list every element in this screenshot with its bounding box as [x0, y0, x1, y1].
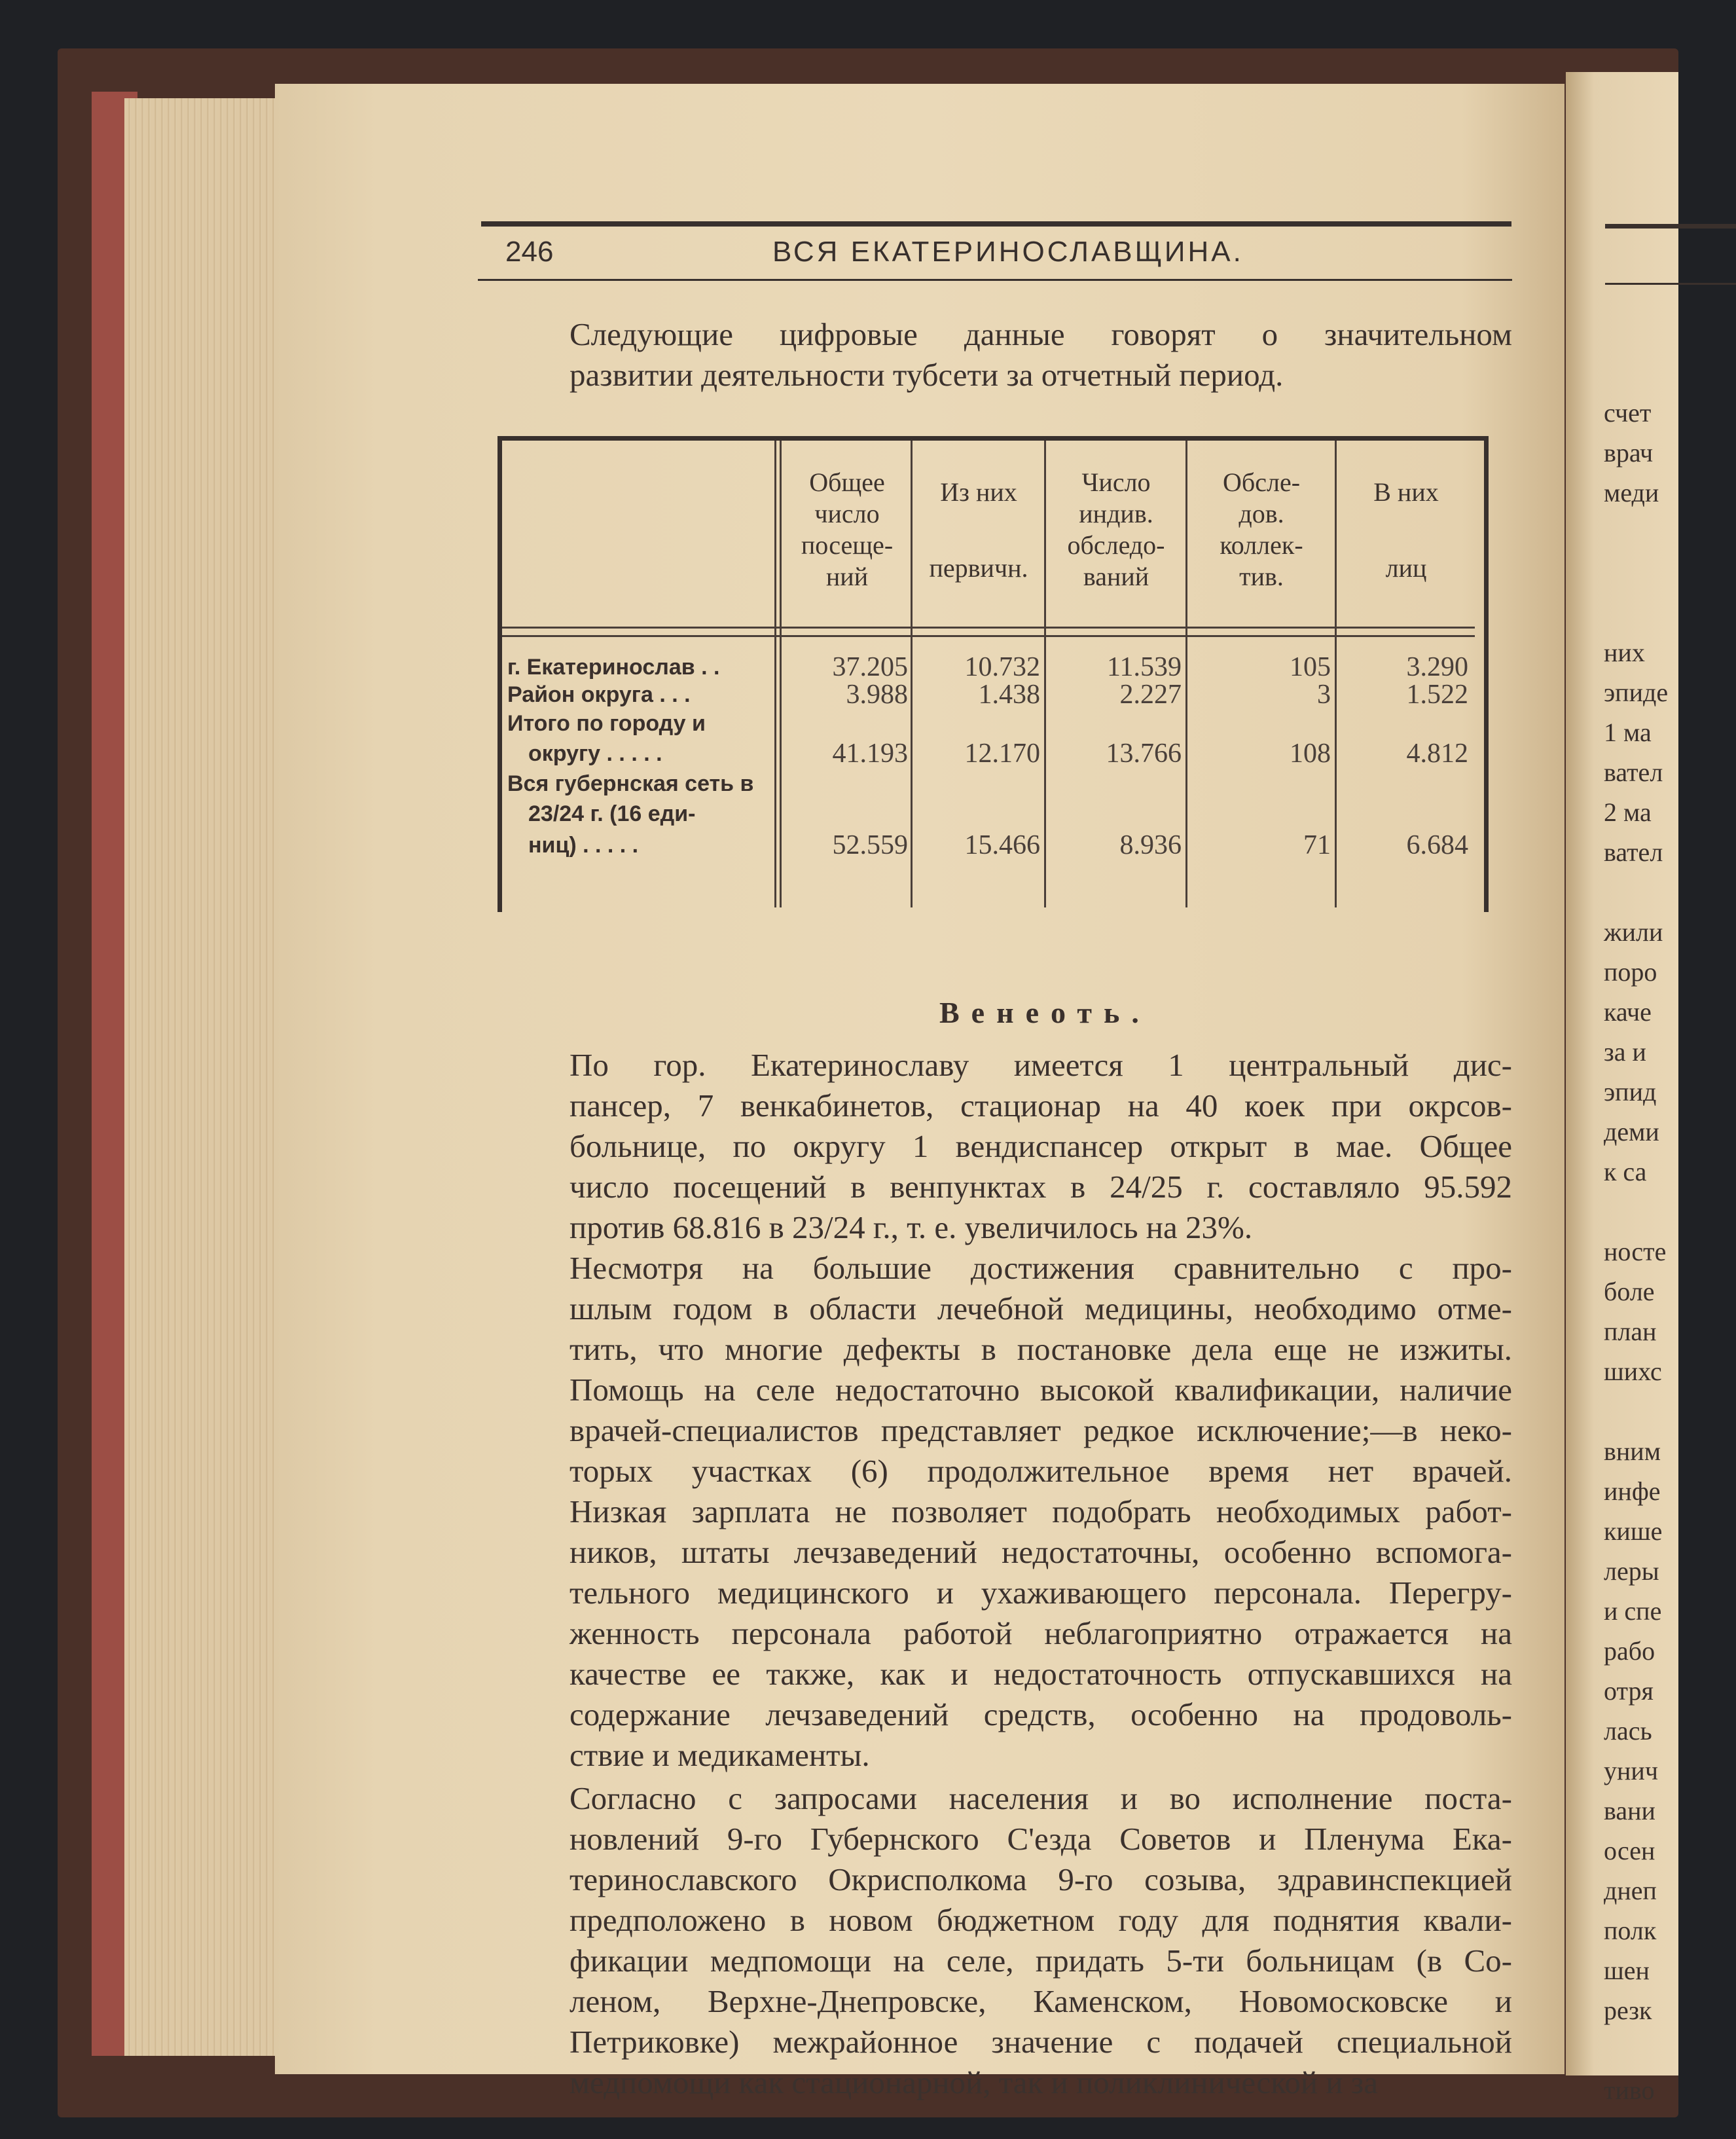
facing-page-fragment: унич [1604, 1756, 1658, 1785]
text-line: тить, что многие дефекты в постановке дела еще не изжиты. [570, 1331, 1512, 1367]
table-cell: 1.522 [1406, 680, 1468, 710]
intro-paragraph [484, 314, 1512, 395]
table-cell: 105 [1290, 652, 1331, 682]
table-cell: 11.539 [1107, 652, 1182, 682]
facing-page-fragment: шихс [1604, 1357, 1662, 1386]
row-label: Район округа . . . [507, 682, 691, 707]
table-cell: 4.812 [1406, 739, 1468, 769]
facing-page-fragment: и спе [1604, 1596, 1662, 1626]
row-label: округу . . . . . [528, 741, 662, 766]
facing-page-fragment: леры [1604, 1556, 1659, 1586]
facing-page-fragment: днеп [1604, 1876, 1657, 1905]
facing-page-fragment: носте [1604, 1237, 1667, 1266]
paragraph-venereal [484, 1045, 1512, 1248]
text-line: ствие и медикаменты. [570, 1737, 870, 1773]
table-cell: 1.438 [978, 680, 1040, 710]
facing-page-fragment [1604, 553, 1695, 593]
facing-page-fragment: 2 ма [1604, 797, 1652, 827]
table-cell: 3.988 [846, 680, 908, 710]
text-line: предположено в новом бюджетном году для поднятия квали- [570, 1902, 1512, 1938]
header-rule-bottom [478, 279, 1512, 281]
table-cell: 3 [1317, 680, 1331, 710]
table-divider [1185, 441, 1187, 907]
table-cell: 108 [1290, 739, 1331, 769]
facing-page-fragment [1604, 513, 1695, 553]
facing-page-fragment: меди [1604, 478, 1659, 507]
facing-page-fragment [1604, 2030, 1695, 2070]
page-number: 246 [505, 236, 554, 268]
facing-page-fragment: отря [1604, 1676, 1654, 1706]
statistics-table [497, 436, 1489, 912]
facing-page-text [1604, 393, 1695, 2110]
column-header: Число индив. обследо- ваний [1067, 467, 1165, 591]
facing-page-fragment: вател [1604, 758, 1663, 787]
facing-page-fragment: вател [1604, 837, 1663, 867]
text-line: качестве ее также, как и недостаточность отпускавшихся на [570, 1656, 1512, 1692]
table-divider [911, 441, 913, 907]
table-cell: 52.559 [832, 830, 908, 860]
text-line: шлым годом в области лечебной медицины, необходимо отме- [570, 1290, 1512, 1326]
table-cell: 8.936 [1119, 830, 1182, 860]
text-line: Следующие цифровые данные говорят о значительном [570, 316, 1512, 352]
facing-page-fragment: лась [1604, 1716, 1652, 1746]
text-line: врачей-специалистов представляет редкое исключение;—в неко- [570, 1412, 1512, 1448]
column-header: Из них первичн. [929, 477, 1028, 583]
running-title: ВСЯ ЕКАТЕРИНОСЛАВЩИНА. [772, 236, 1244, 268]
facing-page-fragment: деми [1604, 1117, 1659, 1146]
text-line: содержание лечзаведений средств, особенно на продоволь- [570, 1696, 1512, 1732]
text-line: теринославского Окрисполкома 9-го созыва, здравинспекцией [570, 1861, 1512, 1897]
table-cell: 2.227 [1119, 680, 1182, 710]
facing-page-fragment: 1 ма [1604, 718, 1652, 747]
book-page [275, 84, 1564, 2100]
column-header: Обсле- дов. коллек- тив. [1220, 467, 1303, 591]
text-line: больнице, по округу 1 вендиспансер открыт в мае. Общее [570, 1128, 1512, 1164]
facing-page-fragment: тиво [1604, 2075, 1655, 2105]
facing-page-fragment [1604, 593, 1695, 632]
facing-page-fragment: поро [1604, 957, 1657, 987]
table-cell: 15.466 [964, 830, 1040, 860]
facing-page [1566, 72, 1678, 2105]
facing-page-rule-thin [1605, 283, 1736, 285]
table-cell: 41.193 [832, 739, 908, 769]
text-line: развитии деятельности тубсети за отчетный период. [570, 357, 1284, 393]
text-line: медпомощи как стационарной, так и поликлинической и за [570, 2064, 1378, 2100]
text-line: Низкая зарплата не позволяет подобрать необходимых работ- [570, 1493, 1512, 1529]
paragraph-defects [484, 1248, 1512, 1776]
facing-page-fragment: вани [1604, 1796, 1655, 1825]
facing-page-fragment: них [1604, 638, 1645, 667]
facing-page-fragment: шен [1604, 1956, 1650, 1985]
table-cell: 10.732 [964, 652, 1040, 682]
facing-page-fragment: план [1604, 1317, 1657, 1346]
facing-page-fragment: за и [1604, 1037, 1646, 1067]
facing-page-fragment: инфе [1604, 1476, 1661, 1506]
row-label: 23/24 г. (16 еди- [528, 801, 696, 826]
facing-page-fragment: врач [1604, 438, 1654, 467]
facing-page-fragment [1604, 872, 1695, 912]
header-rule-top [481, 221, 1511, 227]
facing-page-fragment: счет [1604, 398, 1652, 428]
text-line: новлений 9-го Губернского С'езда Советов и Пленума Ека- [570, 1821, 1512, 1857]
column-header: Общее число посеще- ний [801, 467, 894, 591]
text-line: По гор. Екатеринославу имеется 1 центральный дис- [570, 1047, 1512, 1083]
facing-page-fragment: резк [1604, 1996, 1652, 2025]
row-label: ниц) . . . . . [528, 833, 639, 858]
table-divider [780, 441, 782, 907]
facing-page-fragment: эпид [1604, 1077, 1657, 1106]
text-line: Петриковке) межрайонное значение с подачей специальной [570, 2024, 1512, 2060]
text-line: тельного медицинского и ухаживающего персонала. Перегру- [570, 1575, 1512, 1611]
facing-page-rule [1605, 224, 1736, 229]
row-label: Итого по городу и [507, 711, 706, 736]
text-line: торых участках (6) продолжительное время нет врачей. [570, 1453, 1512, 1489]
facing-page-fragment: полк [1604, 1916, 1657, 1945]
table-cell: 37.205 [832, 652, 908, 682]
table-divider [1335, 441, 1337, 907]
text-line: леном, Верхне-Днепровске, Каменском, Новомосковске и [570, 1983, 1512, 2019]
facing-page-fragment [1604, 1391, 1695, 1431]
table-divider [1044, 441, 1046, 907]
facing-page-fragment: к са [1604, 1157, 1647, 1186]
text-line: женность персонала работой неблагоприятно отражается на [570, 1615, 1512, 1651]
text-line: ников, штаты лечзаведений недостаточны, особенно вспомога- [570, 1534, 1512, 1570]
text-line: пансер, 7 венкабинетов, стационар на 40 коек при окрсов- [570, 1088, 1512, 1124]
table-cell: 71 [1303, 830, 1331, 860]
facing-page-fragment: вним [1604, 1436, 1661, 1466]
facing-page-fragment: боле [1604, 1277, 1655, 1306]
facing-page-fragment: осен [1604, 1836, 1655, 1865]
table-header-separator [502, 627, 1475, 637]
text-line: Помощь на селе недостаточно высокой квалификации, наличие [570, 1372, 1512, 1408]
text-line: число посещений в венпунктах в 24/25 г. составляло 95.592 [570, 1169, 1512, 1205]
page-stack-edge [124, 98, 295, 2056]
text-line: Согласно с запросами населения и во исполнение поста- [570, 1780, 1512, 1816]
text-line: фикации медпомощи на селе, придать 5-ти больницам (в Со- [570, 1943, 1512, 1979]
table-cell: 13.766 [1106, 739, 1182, 769]
table-divider [774, 441, 776, 907]
paragraph-plans [484, 1778, 1512, 2103]
text-line: Несмотря на большие достижения сравнительно с про- [570, 1250, 1512, 1286]
section-title: Венеоть. [939, 996, 1151, 1029]
column-header: В них лиц [1373, 477, 1439, 583]
facing-page-fragment: эпиде [1604, 678, 1669, 707]
facing-page-fragment: жили [1604, 917, 1663, 947]
row-label: Вся губернская сеть в [507, 771, 754, 796]
facing-page-fragment [1604, 1192, 1695, 1232]
row-label: г. Екатеринослав . . [507, 655, 720, 680]
table-cell: 6.684 [1406, 830, 1468, 860]
facing-page-fragment: каче [1604, 997, 1652, 1027]
facing-page-fragment: рабо [1604, 1636, 1655, 1666]
facing-page-fragment: кише [1604, 1516, 1663, 1546]
table-cell: 12.170 [964, 739, 1040, 769]
table-cell: 3.290 [1406, 652, 1468, 682]
text-line: против 68.816 в 23/24 г., т. е. увеличилось на 23%. [570, 1209, 1253, 1245]
